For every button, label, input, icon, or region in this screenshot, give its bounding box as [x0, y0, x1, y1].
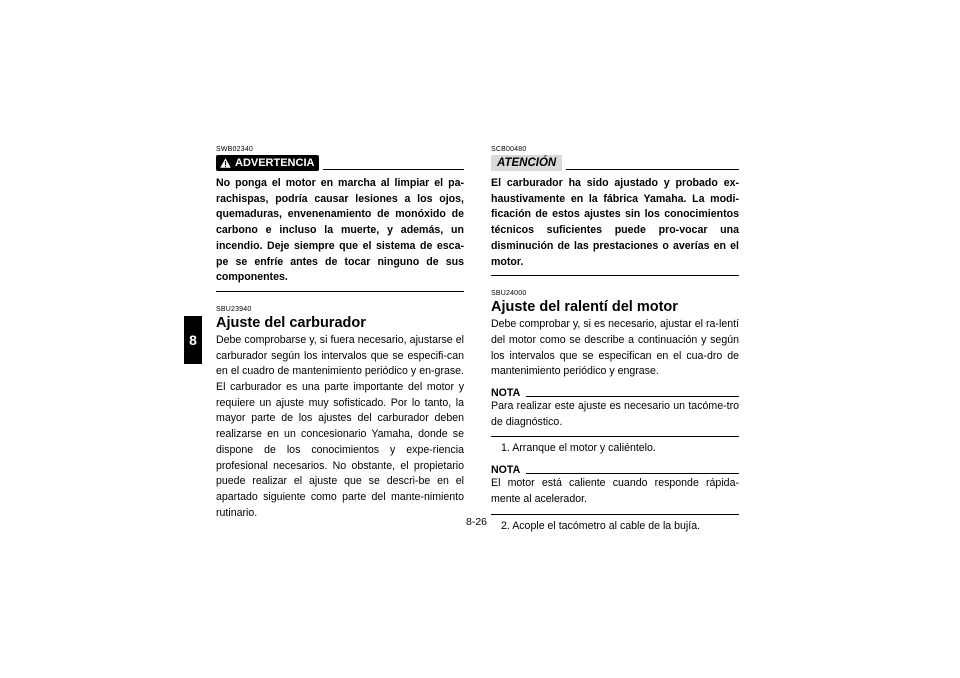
warning-header — [216, 155, 464, 171]
left-column — [216, 146, 464, 521]
step-1: 1. Arranque el motor y caliéntelo. — [501, 442, 656, 455]
section-title: Ajuste del carburador — [216, 314, 366, 331]
warning-text: No ponga el motor en marcha al limpiar el pa-rachispas, podría causar lesiones a los ojos, quemaduras, envenenamiento de monóxido de carbono e incluso la muerte, y además, un incendio. Deje siempre que el sistema de esca-pe se enfríe antes de tocar ninguno de sus componentes. — [216, 177, 464, 284]
warning-code: SWB02340 — [216, 146, 254, 153]
warning-badge — [216, 155, 319, 171]
section-code: SBU23940 — [216, 305, 252, 313]
nota-text: El motor está caliente cuando responde rápida-mente al acelerador. — [491, 477, 739, 505]
nota-header-line — [526, 473, 739, 474]
page-number: 8-26 — [466, 516, 488, 528]
section-code: SBU24000 — [491, 290, 527, 298]
right-column — [491, 146, 739, 534]
nota-text: Para realizar este ajuste es necesario un tacóme-tro de diagnóstico. — [491, 400, 739, 428]
nota-header — [491, 463, 739, 476]
nota-end-rule — [491, 514, 739, 515]
step-2: 2. Acople el tacómetro al cable de la bujía. — [501, 519, 701, 532]
warning-triangle-icon — [220, 158, 231, 168]
attention-code: SCB00480 — [491, 146, 527, 153]
section-text: Debe comprobarse y, si fuera necesario, ajustarse el carburador según los intervalos que se especifi-can en el cuadro de mantenimiento periódico y en-grase. El carburador es una parte importante del motor y requiere un ajuste muy sofisticado. Por lo tanto, la mayor parte de los ajustes del carburador deben realizarse en un concesionario Yamaha, donde se dispone de los conocimientos y expe-riencia profesional necesarios. No obstante, el propietario puede realizar el ajuste que se descri-be en el apartado siguiente como parte del mante-nimiento rutinario. — [216, 333, 464, 519]
nota-header-line — [526, 396, 739, 397]
nota-label: NOTA — [491, 464, 521, 477]
section-text: Debe comprobar y, si es necesario, ajustar el ra-lentí del motor como se describe a continuación y según los intervalos que se especifican en el cua-dro de mantenimiento periódico y engrase. — [491, 318, 739, 378]
nota-header — [491, 386, 739, 399]
chapter-tab: 8 — [184, 316, 202, 364]
attention-header — [491, 155, 739, 171]
section-title: Ajuste del ralentí del motor — [491, 299, 678, 316]
attention-badge: ATENCIÓN — [491, 155, 562, 171]
nota-label: NOTA — [491, 387, 521, 400]
warning-header-line — [323, 169, 464, 170]
attention-header-line — [566, 169, 739, 170]
warning-label: ADVERTENCIA — [235, 157, 315, 169]
attention-text: El carburador ha sido ajustado y probado ex-haustivamente en la fábrica Yamaha. La modi-ficación de estos ajustes sin los conocimientos técnicos suficientes puede pro-vocar una disminución de las prestaciones o averías en el motor. — [491, 177, 739, 268]
nota-end-rule — [491, 436, 739, 437]
